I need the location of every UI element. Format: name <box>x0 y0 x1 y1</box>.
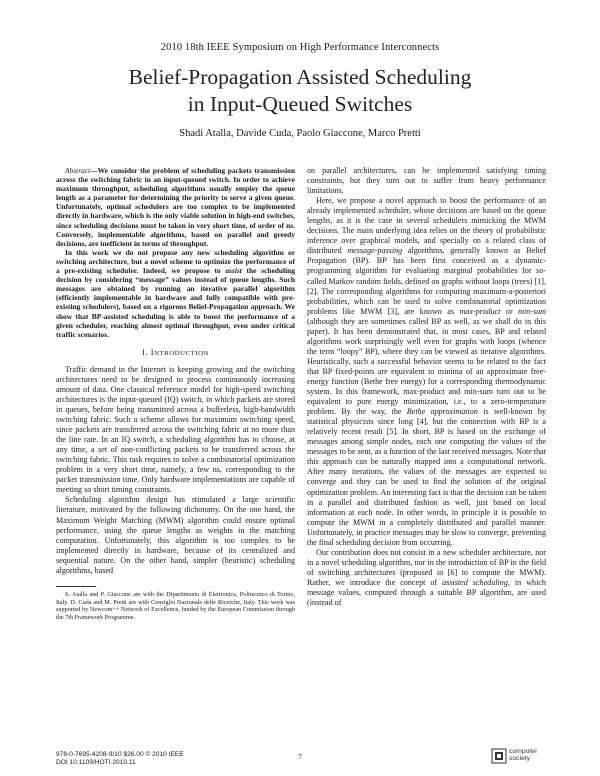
intro-paragraph-1: Traffic demand in the Internet is keeping growing and the switching architectures need to be designed to process continuously increasing amount of data. One classical reference model for high-speed switching architectures is the input-queued (IQ) switch, in which packets are stored in queues, before being transmitted across a bufferless, high-bandwidth switching fabric. Such a scheme allows for maximum switching speed, since packets are transferred across the switching fabric at no more than the line rate. In an IQ switch, a scheduling algorithm has to choose, at any time, a set of non-conflicting packets to be transferred across the switching fabric. This task requires to solve a combinatorial optimization problem in a very short time, namely, a few ns, corresponding to the packet transmission time. Only hardware implementations are capable of meeting so short timing constraints. <box>56 364 295 495</box>
paper-title <box>60 64 540 118</box>
doi-line: DOI 10.1109/HOTI.2010.11 <box>56 759 136 766</box>
left-column <box>56 166 295 622</box>
computer-society-icon <box>491 748 507 764</box>
footnote-rule <box>56 586 96 587</box>
computer-society-logo <box>491 746 553 768</box>
abstract-paragraph-2: In this work we do not propose any new scheduling algorithm or switching architecture, but a novel scheme to optimize the performance of a pre-existing scheduler. Indeed, we propose to assist the scheduling decision by considering “message” values instead of queue lengths. Such messages are obtained by running an iterative parallel algorithm (efficiently implementable in hardware and fully compatible with pre-existing schedulers), based on a rigorous Belief-Propagation approach. We show that BP-assisted scheduling is able to boost the performance of a given scheduler, reaching almost optimal throughput, even under critical traffic scenarios. <box>56 247 296 339</box>
intro-paragraph-2: Scheduling algorithm design has stimulated a large scientific literature, motivated by the following dichotomy. On the one hand, the Maximum Weight Matching (MWM) algorithm could ensure optimal performance, using the queue lengths as weights in the matching computation. Unfortunately, this algorithm is too complex to be implemented directly in hardware, because of its centralized and sequential nature. On the other hand, simpler (heuristic) scheduling algorithms, based <box>56 495 295 575</box>
right-paragraph-1: on parallel architectures, can be implemented satisfying timing constraints, but they turn out to suffer from heavy performance limitations. <box>307 166 546 196</box>
author-list: Shadi Atalla, Davide Cuda, Paolo Giaccone, Marco Pretti <box>179 128 421 139</box>
right-paragraph-2: Here, we propose a novel approach to boost the performance of an already implemented scheduler, whose decisions are based on the queue lengths, as it is the case in several schedulers mimicking the MWM decisions. The main underlying idea relies on the theory of probabilistic inference over graphical models, and specially on a related class of distributed message-passing algorithms, generally known as Belief Propagation (BP). BP has been first conceived as a dynamic-programming algorithm for evaluating marginal probabilities for so-called Markov random fields, defined on graphs without loops (trees) [1], [2]. The corresponding algorithms for computing maximum-a-posteriori probabilities, which can be used to solve combinatorial optimization problems like MWM [3], are known as max-product or min-sum (although they are sometimes called BP as well, as we shall do in this paper). It has been demonstrated that, in most cases, BP and related algorithms work surprisingly well even for graphs with loops (whence the term “loopy” BP), where they can be viewed as iterative algorithms. Heuristically, such a successful behavior seems to be related to the fact that BP fixed-points are equivalent to minima of an approximate free-energy function (Bethe free energy) for a corresponding thermodynamic system. In this framework, max-product and min-sum turn out to be equivalent to pure energy minimization, i.e., to a zero-temperature problem. By the way, the Bethe approximation is well-known by statistical physicists since long [4], but the connection with BP is a relatively recent result [5]. In short, BP is based on the exchange of messages among simple nodes, each one computing the values of the messages to be sent, as a function of the last received messages. Note that this approach can be naturally mapped into a computational network. After many iterations, the values of the messages are expected to converge and they can be used to find the solution of the original optimization problem. An interesting fact is that the decision can be taken in a parallel and distributed fashion as well, just based on local information at each node. In other words, in principle it is possible to compute the MWM in a completely distributed and parallel manner. Unfortunately, in practice messages may be slow to converge, preventing the final scheduling decision from occurring. <box>307 196 546 547</box>
abstract <box>56 166 295 339</box>
title-line-2: in Input-Queued Switches <box>187 92 413 116</box>
page-number: 7 <box>298 752 302 761</box>
logo-text: computer society <box>509 748 538 762</box>
abstract-paragraph-1: Abstract—We consider the problem of scheduling packets transmission across the switching fabric in an input-queued switch. In order to achieve maximum throughput, scheduling algorithms usually employ the queue length as a parameter for determining the priority to serve a given queue. Unfortunately, optimal schedulers are too complex to be implemented directly in hardware, which is the only viable solution in high-end switches, since scheduling decisions must be taken in very short time, of order of ns. Conversely, implementable algorithms, based on parallel and greedy decisions, are inefficient in terms of throughput. <box>56 166 295 248</box>
isbn-line: 978-0-7695-4208-9/10 $26.00 © 2010 IEEE <box>56 751 184 758</box>
section-heading-introduction: I. INTRODUCTION <box>141 347 210 357</box>
right-paragraph-3: Our contribution does not consist in a new scheduler architecture, nor in a novel scheduling algorithm, nor in the introduction of BP in the field of switching architectures (proposed in [6] to compute the MWM). Rather, we introduce the concept of assisted scheduling, in which message values, computed through a suitable BP algorithm, are used (instead of <box>307 547 546 608</box>
affiliation-footnote: S. Atalla and P. Giaccone are with the Dipartimento di Elettronica, Politecnico di Torino, Italy. D. Cuda and M. Pretti are with Consiglio Nazionale delle Ricerche, Italy. This work was supported by Newcom++ Network of Excellence, funded by the European Commission through the 7th Framework Programme. <box>56 590 295 622</box>
conference-header: 2010 18th IEEE Symposium on High Performance Interconnects <box>160 42 440 53</box>
right-column <box>307 166 546 608</box>
title-line-1: Belief-Propagation Assisted Scheduling <box>128 65 472 89</box>
abstract-label: Abstract <box>65 166 91 175</box>
